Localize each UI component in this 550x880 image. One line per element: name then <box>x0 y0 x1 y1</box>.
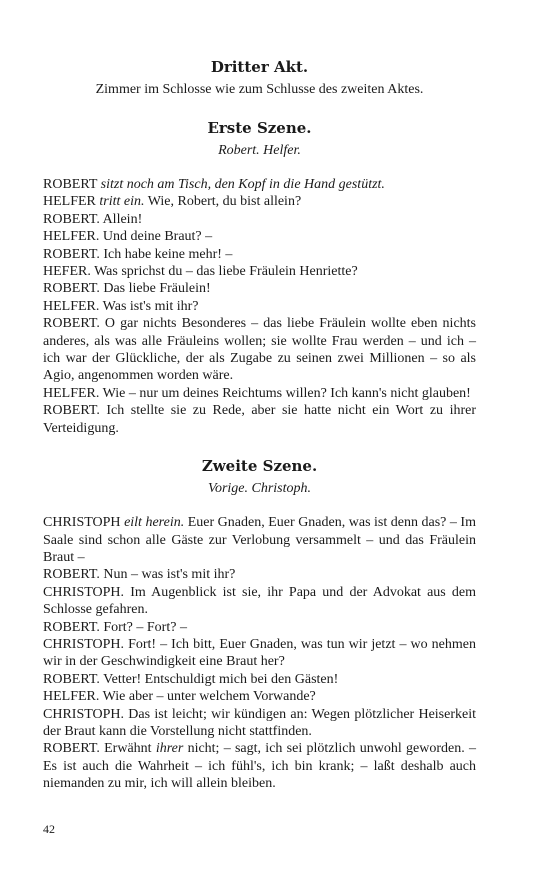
dialogue-text: HELFER <box>43 194 100 210</box>
dialogue-line <box>43 619 476 636</box>
dialogue-text: nicht; – sagt, ich sei plötzlich unwohl geworden. – Es ist auch die Wahrheit – ich fühl's, ich bin krank; – laßt deshalb auch niemanden zu mir, ich will allein bleiben. <box>43 741 476 792</box>
dialogue-text: CHRISTOPH. Das ist leicht; wir kündigen an: Wegen plötzlicher Heiserkeit der Braut kann die Vorstellung nicht stattfinden. <box>43 706 476 739</box>
stage-direction: eilt herein. <box>124 515 185 531</box>
dialogue-text: Wie, Robert, du bist allein? <box>144 194 302 210</box>
dialogue-text: Euer Gnaden, Euer Gnaden, was ist denn das? – Im Saale sind schon alle Gäste zur Verlobung versammelt – und das Fräulein Braut – <box>43 515 476 565</box>
page-number: 42 <box>43 822 55 836</box>
dialogue-text: ROBERT. Das liebe Fräulein! <box>43 281 211 297</box>
scene-persons: Vorige. Christoph. <box>207 481 312 497</box>
scene-2 <box>43 455 476 793</box>
stage-direction: sitzt noch am Tisch, den Kopf in die Hand gestützt. <box>100 177 385 192</box>
dialogue-line <box>43 671 476 688</box>
dialogue-text: ROBERT. Allein! <box>43 211 143 227</box>
dialogue-line <box>43 280 476 297</box>
dialogue-line <box>43 193 476 210</box>
dialogue-text: ROBERT. Erwähnt <box>43 741 156 757</box>
scene-dialogue <box>43 514 476 793</box>
dialogue-text: CHRISTOPH. Im Augenblick ist sie, ihr Papa und der Advokat aus dem Schlosse gefahren. <box>43 584 476 618</box>
dialogue-text: ROBERT. Vetter! Entschuldigt mich bei den Gästen! <box>43 671 339 687</box>
dialogue-text: ROBERT. Fort? – Fort? – <box>43 619 187 635</box>
act-setting: Zimmer im Schlosse wie zum Schlusse des zweiten Aktes. <box>95 82 424 97</box>
dialogue-line <box>43 228 476 245</box>
dialogue-line <box>43 514 476 566</box>
scene-title: Erste Szene. <box>207 119 312 137</box>
scene-dialogue <box>43 176 476 437</box>
dialogue-line <box>43 706 476 741</box>
dialogue-line <box>43 315 476 385</box>
dialogue-line <box>43 176 476 193</box>
scene-1 <box>43 117 476 437</box>
dialogue-line <box>43 402 476 437</box>
page-content <box>43 56 476 793</box>
dialogue-text: HELFER. Wie – nur um deines Reichtums willen? Ich kann's nicht glauben! <box>43 385 471 401</box>
dialogue-line <box>43 688 476 705</box>
dialogue-text: CHRISTOPH. Fort! – Ich bitt, Euer Gnaden, was tun wir jetzt – wo nehmen wir in der Geschwindigkeit eine Braut her? <box>43 636 476 670</box>
dialogue-text: ROBERT. Ich stellte sie zu Rede, aber sie hatte nicht ein Wort zu ihrer Verteidigung. <box>43 403 476 436</box>
dialogue-text: HEFER. Was sprichst du – das liebe Fräulein Henriette? <box>43 264 358 280</box>
dialogue-line <box>43 740 476 792</box>
dialogue-line <box>43 636 476 671</box>
stage-direction: ihrer <box>155 741 184 757</box>
dialogue-line <box>43 211 476 228</box>
dialogue-text: ROBERT <box>43 177 101 192</box>
dialogue-line <box>43 298 476 315</box>
dialogue-line <box>43 566 476 583</box>
dialogue-line <box>43 263 476 280</box>
dialogue-text: CHRISTOPH <box>43 515 125 531</box>
act-title: Dritter Akt. <box>210 58 309 76</box>
dialogue-text: HELFER. Was ist's mit ihr? <box>43 298 199 314</box>
scene-title: Zweite Szene. <box>201 457 318 476</box>
dialogue-text: ROBERT. O gar nichts Besonderes – das liebe Fräulein wollte eben nichts anderes, als was alle Fräuleins wollen; sie wollte Frau werden – und ich – ich war der Glückliche, der als Zugabe zu seinen zwei Millionen – so als Agio, angenommen worden wäre. <box>43 316 476 384</box>
dialogue-text: HELFER. Und deine Braut? – <box>43 229 213 245</box>
stage-direction: tritt ein. <box>99 194 145 210</box>
dialogue-text: ROBERT. Nun – was ist's mit ihr? <box>43 567 236 583</box>
dialogue-text: HELFER. Wie aber – unter welchem Vorwande? <box>43 689 316 705</box>
dialogue-line <box>43 385 476 402</box>
dialogue-line <box>43 246 476 263</box>
dialogue-text: ROBERT. Ich habe keine mehr! – <box>43 246 233 262</box>
scene-persons: Robert. Helfer. <box>218 143 301 158</box>
dialogue-line <box>43 584 476 619</box>
